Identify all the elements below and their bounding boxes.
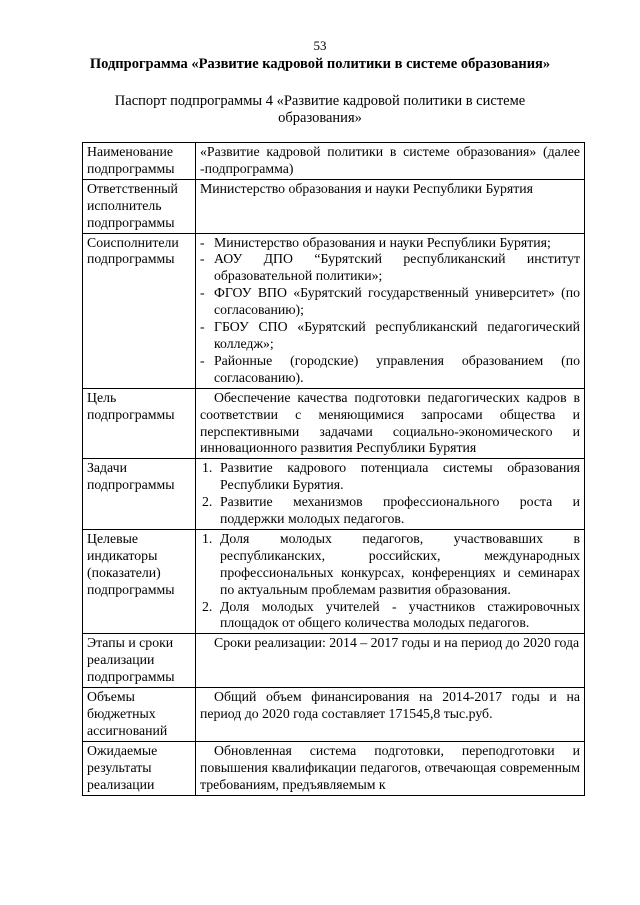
- list-item: 1. Доля молодых педагогов, участвовавших в республиканских, российских, международных профессиональных конкурсах, конференциях и семинарах по актуальным проблемам развития образования.: [202, 530, 580, 597]
- table-row-name: [83, 143, 585, 180]
- table-row-coexecutors: [83, 233, 585, 388]
- row-label: Цель подпрограммы: [83, 388, 196, 459]
- row-value: Обеспечение качества подготовки педагогических кадров в соответствии с меняющимися запросами общества и перспективными задачами социально-экономического и инновационного развития Республики Бурятия: [196, 388, 585, 459]
- list-item: 2. Доля молодых учителей - участников стажировочных площадок от общего количества молодых педагогов.: [202, 598, 580, 631]
- passport-title: Паспорт подпрограммы 4 «Развитие кадровой политики в системе образования»: [114, 93, 526, 126]
- row-label: Задачи подпрограммы: [83, 459, 196, 530]
- page-number: 53: [313, 38, 327, 53]
- row-value: Общий объем финансирования на 2014-2017 годы и на период до 2020 года составляет 171545,8 тыс.руб.: [196, 688, 585, 742]
- coexecutors-list: [200, 235, 580, 387]
- row-value: Министерство образования и науки Республики Бурятия: [196, 179, 585, 233]
- tasks-list: [200, 460, 580, 528]
- table-row-responsible: [83, 179, 585, 233]
- table-row-indicators: [83, 529, 585, 633]
- row-value: Обновленная система подготовки, переподготовки и повышения квалификации педагогов, отвечающая современным требованиям, предъявляемым к: [196, 741, 585, 795]
- passport-table: [82, 142, 585, 796]
- row-label: Ответственный исполнитель подпрограммы: [83, 179, 196, 233]
- row-value-list: [196, 529, 585, 633]
- row-label: Этапы и сроки реализации подпрограммы: [83, 634, 196, 688]
- row-label: Наименование подпрограммы: [83, 143, 196, 180]
- indicators-list: [200, 531, 580, 632]
- row-label: Ожидаемые результаты реализации: [83, 741, 196, 795]
- row-value: Сроки реализации: 2014 – 2017 годы и на период до 2020 года: [196, 634, 585, 688]
- row-value: «Развитие кадровой политики в системе образования» (далее -подпрограмма): [196, 143, 585, 180]
- list-item: - Министерство образования и науки Республики Бурятия;: [200, 234, 551, 250]
- row-label: Целевые индикаторы (показатели) подпрограммы: [83, 529, 196, 633]
- row-label: Объемы бюджетных ассигнований: [83, 688, 196, 742]
- table-row-goal: [83, 388, 585, 459]
- page-heading: Подпрограмма «Развитие кадровой политики в системе образования»: [89, 56, 551, 72]
- table-row-stages: [83, 634, 585, 688]
- table-row-budget: [83, 688, 585, 742]
- list-item: - АОУ ДПО “Бурятский республиканский институт образовательной политики»;: [200, 251, 580, 284]
- row-label: Соисполнители подпрограммы: [83, 233, 196, 388]
- row-value-list: [196, 233, 585, 388]
- table-row-results: [83, 741, 585, 795]
- list-item: 2. Развитие механизмов профессионального роста и поддержки молодых педагогов.: [202, 494, 580, 527]
- list-item: - ГБОУ СПО «Бурятский республиканский педагогический колледж»;: [200, 319, 580, 351]
- list-item: - Районные (городские) управления образованием (по согласованию).: [200, 352, 580, 385]
- list-item: 1. Развитие кадрового потенциала системы образования Республики Бурятия.: [202, 460, 580, 493]
- table-row-tasks: [83, 459, 585, 530]
- list-item: - ФГОУ ВПО «Бурятский государственный университет» (по согласованию);: [200, 285, 580, 318]
- row-value-list: [196, 459, 585, 530]
